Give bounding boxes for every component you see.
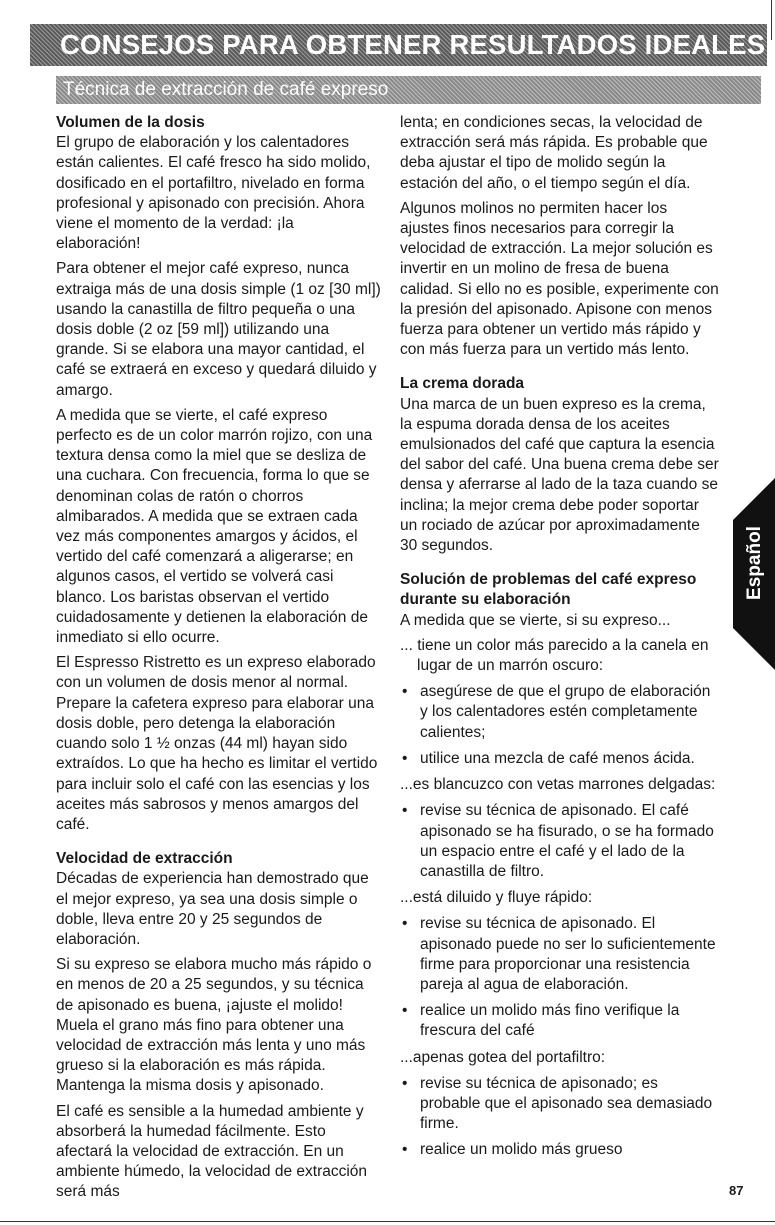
paragraph: El café es sensible a la humedad ambiente y absorberá la humedad fácilmente. Esto afectará la velocidad de extracción. En un ambiente húmedo, la velocidad de extracción será más (56, 1102, 368, 1201)
right-column (400, 113, 720, 1167)
bullet-item (400, 749, 720, 769)
page-title: CONSEJOS PARA OBTENER RESULTADOS IDEALES (60, 29, 766, 60)
bullet-item (400, 682, 720, 743)
language-tab-label: Español (744, 526, 765, 600)
page-number: 87 (729, 1183, 744, 1198)
heading-problemas: Solución de problemas del café expreso durante su elaboración (400, 571, 697, 609)
bullet-item (400, 914, 720, 995)
bullet-item (400, 1140, 720, 1160)
condition-item: ...es blancuzco con vetas marrones delgadas: (400, 776, 716, 794)
condition-item: ... tiene un color más parecido a la canela en lugar de un marrón oscuro: (400, 636, 709, 675)
heading-crema: La crema dorada (400, 375, 525, 393)
bullet-icon: • (402, 1002, 408, 1020)
bullet-text: revise su técnica de apisonado. El café apisonado se ha fisurado, o se ha formado un espacio entre el café y el lado de la canastilla de filtro. (420, 802, 714, 880)
section-subtitle: Técnica de extracción de café expreso (63, 79, 389, 100)
paragraph: A medida que se vierte, el café expreso perfecto es de un color marrón rojizo, con una textura densa como la miel que se desliza de una cuchara. Con frecuencia, forma lo que se denominan colas de ratón o chorros almibarados. A medida que se extraen cada vez más componentes amargos y ácidos, el vertido del café comenzará a aligerarse; en algunos casos, el vertido se volverá casi blanco. Los baristas observan el vertido cuidadosamente y detienen la elaboración de inmediato si ello ocurre. (56, 406, 373, 647)
paragraph: lenta; en condiciones secas, la velocidad de extracción será más rápida. Es probable que deba ajustar el tipo de molido según la estación del año, o el tiempo según el día. (400, 114, 708, 192)
bullet-text: utilice una mezcla de café menos ácida. (420, 749, 695, 767)
bullet-item (400, 801, 720, 882)
bottom-rule (0, 1221, 775, 1222)
paragraph: Si su expreso se elabora mucho más rápido o en menos de 20 a 25 segundos, y su técnica de apisonado es buena, ¡ajuste el molido! Muela el grano más fino para obtener una velocidad de extracción más lenta y uno más grueso si la elaboración es más rápida. Mantenga la misma dosis y apisonado. (56, 956, 372, 1095)
paragraph: Para obtener el mejor café expreso, nunca extraiga más de una dosis simple (1 oz [30 ml]) usando la canastilla de filtro pequeña o una dosis doble (2 oz [59 ml]) utilizando una grande. Si se elabora una mayor cantidad, el café se extraerá en exceso y quedará diluido y amargo. (56, 260, 381, 399)
bullet-icon: • (402, 1074, 408, 1092)
paragraph: A medida que se vierte, si su expreso... (400, 611, 671, 629)
corner-rule (771, 0, 772, 40)
bullet-text: revise su técnica de apisonado. El apisonado puede no ser lo suficientemente firme para proporcionar una resistencia pareja al agua de elaboración. (420, 915, 716, 993)
bullet-icon: • (402, 802, 408, 820)
bullet-icon: • (402, 683, 408, 701)
bullet-icon: • (402, 1141, 408, 1159)
paragraph: El grupo de elaboración y los calentadores están calientes. El café fresco ha sido molido, dosificado en el portafiltro, nivelado en forma profesional y apisonado con precisión. Ahora viene el momento de la verdad: ¡la elaboración! (56, 134, 371, 253)
heading-velocidad: Velocidad de extracción (56, 850, 233, 868)
bullet-icon: • (402, 915, 408, 933)
condition-item: ...apenas gotea del portafiltro: (400, 1048, 606, 1066)
language-tab (733, 478, 775, 670)
bullet-item (400, 1074, 720, 1135)
bullet-text: asegúrese de que el grupo de elaboración y los calentadores estén completamente calientes; (420, 683, 711, 741)
bullet-item (400, 1001, 720, 1041)
paragraph: El Espresso Ristretto es un expreso elaborado con un volumen de dosis menor al normal. Prepare la cafetera expreso para elaborar una dosis doble, pero detenga la elaboración cuando solo 1 ½ onzas (44 ml) hayan sido extraídos. Lo que ha hecho es limitar el vertido para incluir solo el café con las esencias y los aceites más sabrosos y menos amargos del café. (56, 654, 378, 833)
title-banner (30, 24, 767, 66)
paragraph: Una marca de un buen expreso es la crema, la espuma dorada densa de los aceites emulsionados del café que captura la esencia del sabor del café. Una buena crema debe ser densa y aferrarse al lado de la taza cuando se inclina; la mejor crema debe poder soportar un rociado de azúcar por aproximadamente 30 segundos. (400, 395, 719, 555)
paragraph: Décadas de experiencia han demostrado que el mejor expreso, ya sea una dosis simple o doble, lleva entre 20 y 25 segundos de elaboración. (56, 870, 369, 948)
bullet-icon: • (402, 749, 408, 767)
paragraph: Algunos molinos no permiten hacer los ajustes finos necesarios para corregir la velocidad de extracción. La mejor solución es invertir en un molino de fresa de buena calidad. Si ello no es posible, experimente con la presión del apisonado. Apisone con menos fuerza para obtener un vertido más rápido y con más fuerza para un vertido más lento. (400, 199, 719, 359)
bullet-text: realice un molido más grueso (420, 1141, 623, 1159)
left-column (56, 113, 382, 1208)
subtitle-banner (56, 76, 761, 104)
condition-item: ...está diluido y fluye rápido: (400, 889, 593, 907)
heading-volumen: Volumen de la dosis (56, 114, 205, 131)
bullet-text: revise su técnica de apisonado; es probable que el apisonado sea demasiado firme. (420, 1074, 713, 1133)
bullet-text: realice un molido más fino verifique la frescura del café (420, 1002, 680, 1040)
